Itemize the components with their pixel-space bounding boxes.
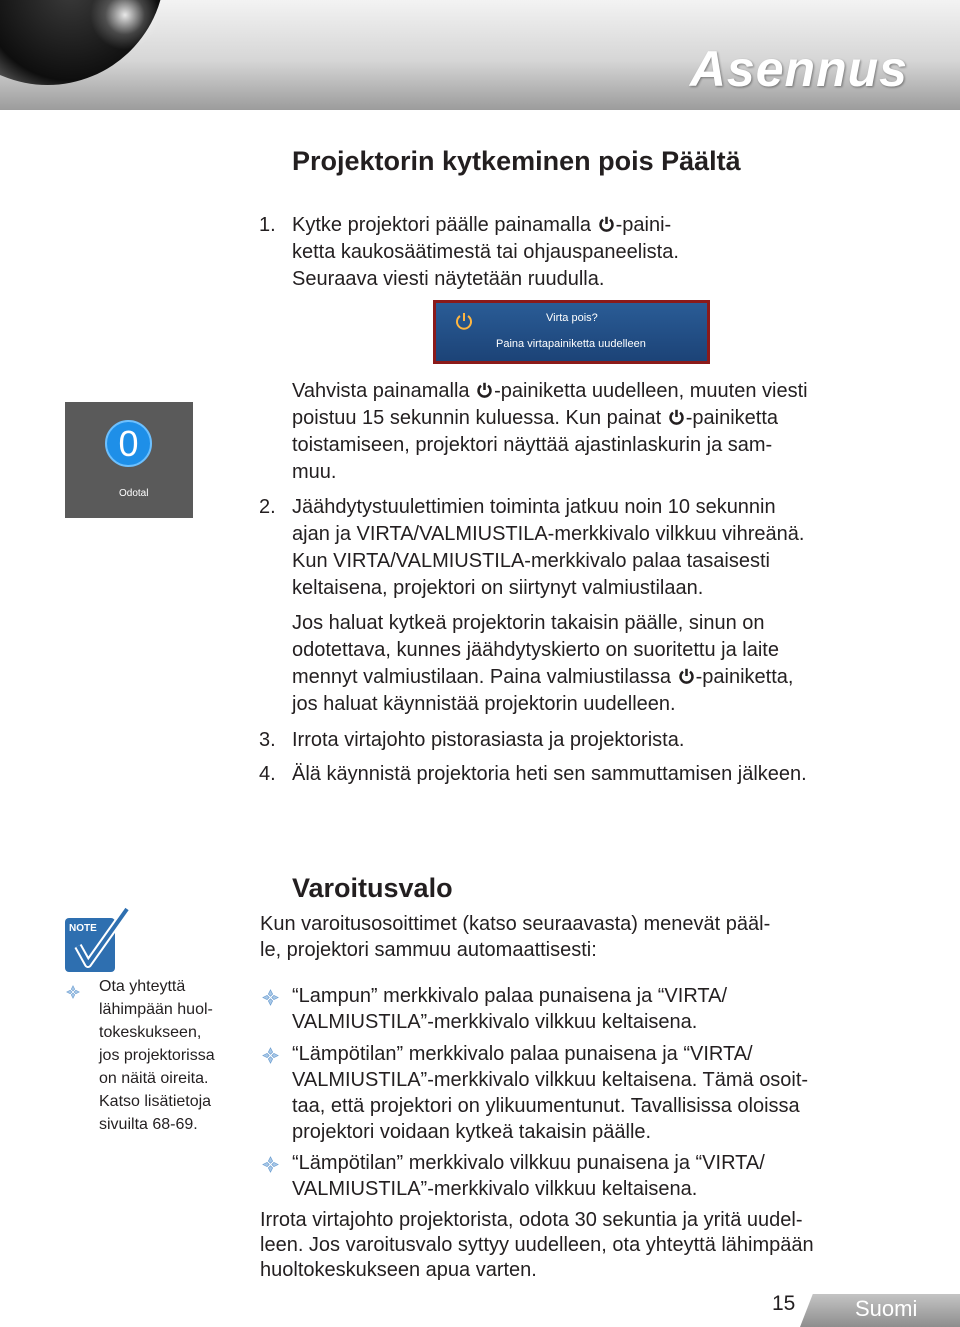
step-2-text: Jäähdytystuulettimien toiminta jatkuu noin 10 sekunnin ajan ja VIRTA/VALMIUSTILA-merkkivalo vilkkuu vihreänä. Kun VIRTA/VALMIUSTILA-merkkivalo palaa tasaisesti keltaisena, projektori on siirtynyt valmiustilaan. (292, 496, 805, 599)
footer-language: Suomi (855, 1296, 918, 1321)
diamond-bullet-icon (262, 1156, 279, 1173)
note-text: Ota yhteyttä lähimpään huol- tokeskukseen, jos projektorissa on näitä oireita. Katso lisätietoja sivuilta 68-69. (99, 978, 215, 1133)
warning-outro-text: Irrota virtajohto projektorista, odota 30 sekuntia ja yritä uudel- leen. Jos varoitusvalo syttyy uudelleen, ota yhteyttä lähimpään huoltokeskukseen apua varten. (260, 1209, 814, 1281)
warning-bullet-1: “Lampun” merkkivalo palaa punaisena ja “VIRTA/ VALMIUSTILA”-merkkivalo vilkkuu keltaisena. (292, 985, 728, 1033)
warning-bullet-3: “Lämpötilan” merkkivalo vilkkuu punaisena ja “VIRTA/ VALMIUSTILA”-merkkivalo vilkkuu keltaisena. (292, 1152, 765, 1200)
step-1-continued-text: Vahvista painamalla -painiketta uudelleen, muuten viesti poistuu 15 sekunnin kuluessa. Kun painat -painiketta toistamiseen, projektori näyttää ajastinlaskurin ja sam- muu. (292, 380, 808, 483)
note-checkmark-icon (64, 906, 130, 974)
warning-bullet-2: “Lämpötilan” merkkivalo palaa punaisena ja “VIRTA/ VALMIUSTILA”-merkkivalo vilkkuu keltaisena. Tämä osoit- taa, että projektori on ylikuumentunut. Tavallisissa oloissa projektori voidaan kytkeä takaisin päälle. (292, 1043, 809, 1143)
header-title: Asennus (689, 41, 908, 97)
step-1-text: Kytke projektori päälle painamalla -paini- ketta kaukosäätimestä tai ohjauspaneelista. Seuraava viesti näytetään ruudulla. (292, 214, 679, 290)
section-heading-warning-light: Varoitusvalo (292, 873, 453, 903)
step-3-number: 3. (259, 729, 276, 751)
diamond-bullet-icon (66, 985, 80, 999)
message-line-1: Virta pois? (546, 312, 598, 324)
warning-intro-text: Kun varoitusosoittimet (katso seuraavasta) menevät pääl- le, projektori sammuu automaattisesti: (260, 913, 771, 961)
countdown-label: Odotal (119, 488, 149, 499)
power-icon (678, 667, 695, 685)
step-4-number: 4. (259, 763, 276, 785)
step-3-text: Irrota virtajohto pistorasiasta ja projektorista. (292, 729, 685, 751)
message-line-2: Paina virtapainiketta uudelleen (496, 338, 646, 350)
note-badge-label: NOTE (69, 923, 97, 934)
power-icon (668, 408, 685, 426)
step-1-number: 1. (259, 214, 276, 236)
power-icon (454, 311, 474, 331)
step-2-continued-text: Jos haluat kytkeä projektorin takaisin päälle, sinun on odotettava, kunnes jäähdytyskierto on suoritettu ja laite mennyt valmiustilaan. Paina valmiustilassa -painiketta, jos haluat käynnistää projektorin uudelleen. (292, 612, 794, 715)
power-off-message-box (433, 300, 710, 364)
page-number: 15 (772, 1292, 796, 1315)
diamond-bullet-icon (262, 1047, 279, 1064)
step-2-number: 2. (259, 496, 276, 518)
diamond-bullet-icon (262, 989, 279, 1006)
header-band (0, 0, 960, 110)
countdown-screenshot (65, 402, 193, 518)
power-icon (476, 381, 493, 399)
section-heading-power-off: Projektorin kytkeminen pois Päältä (292, 146, 741, 176)
step-4-text: Älä käynnistä projektoria heti sen sammuttamisen jälkeen. (292, 763, 807, 785)
power-icon (598, 215, 615, 233)
countdown-value: 0 (105, 420, 152, 467)
